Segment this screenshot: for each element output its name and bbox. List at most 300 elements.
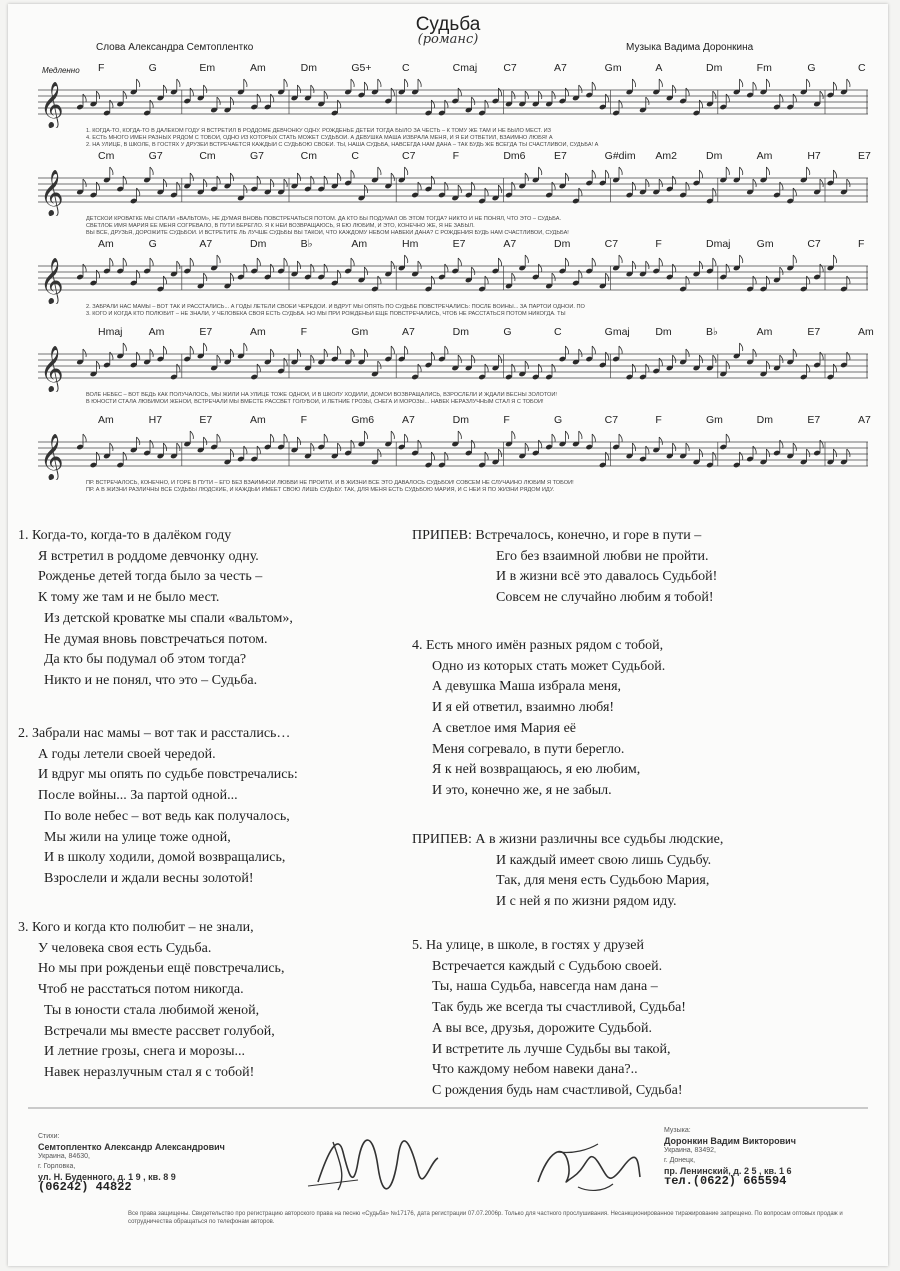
chord-symbol: Dm (554, 238, 571, 250)
lyricist-role: Стихи: (38, 1133, 60, 1140)
chord-symbol: Gm (706, 414, 723, 426)
note-icon (237, 343, 247, 359)
note-icon (90, 361, 100, 377)
note-icon (76, 349, 86, 365)
underlay-lyrics (86, 392, 866, 406)
note-icon (358, 267, 368, 283)
note-icon (733, 167, 743, 183)
chord-symbol: C (858, 62, 866, 74)
note-icon (706, 91, 716, 107)
verse-line: И это, конечно же, я не забыл. (432, 782, 612, 798)
verse-line: Да кто бы подумал об этом тогда? (44, 652, 247, 668)
chord-symbol: G (148, 238, 157, 250)
chord-symbol: G (807, 62, 816, 74)
chord-symbol: Gmaj (604, 326, 630, 338)
note-icon (465, 267, 475, 283)
sheet-page (8, 4, 888, 1266)
chord-symbol: Dm6 (503, 150, 526, 162)
note-icon (224, 173, 234, 189)
note-icon (746, 349, 756, 365)
verse-line: У человека своя есть Судьба. (38, 940, 212, 956)
note-icon (210, 255, 220, 271)
verse-line: Не думая вновь повстречаться потом. (44, 631, 268, 647)
lyricist-name: Семтоплентко Александр Александрович (38, 1142, 225, 1152)
chord-symbol: E7 (199, 326, 213, 338)
copyright-note: Все права защищены. Свидетельство про регистрацию авторского права на песню «Судьба» №17176, дата регистрации 07.07.2006р. Только для частного прослушивания. Несанкционированное тиражирование запрещено. По вопросам оптовых продаж и сотрудничества обращаться по телефонам авторов. (128, 1211, 843, 1225)
chord-symbol: Am2 (655, 150, 677, 162)
song-title: Судьба (415, 14, 481, 35)
chord-row (38, 238, 868, 252)
note-icon (371, 79, 381, 95)
note-icon (331, 173, 341, 189)
chord-symbol: C7 (402, 150, 416, 162)
lyricist-city: г. Горловка, (38, 1163, 76, 1170)
note-icon (733, 255, 743, 271)
chord-symbol: Hmaj (98, 326, 123, 338)
verse-line: А светлое имя Мария её (432, 720, 577, 736)
note-icon (773, 355, 783, 371)
lyricist-phone: (06242) 44822 (38, 1180, 132, 1194)
note-icon (518, 255, 528, 271)
lyricist-contact (38, 1132, 225, 1192)
chord-symbol: F (655, 238, 662, 250)
note-icon (773, 267, 783, 283)
verse-line: К тому же там и не было мест. (38, 590, 220, 606)
chord-symbol: Dmaj (706, 238, 731, 250)
note-icon (559, 431, 569, 447)
music-staff (38, 252, 868, 304)
note-icon (344, 79, 354, 95)
note-icon (733, 343, 743, 359)
note-icon (264, 179, 274, 195)
note-icon (719, 361, 729, 377)
chord-symbol: A7 (402, 326, 415, 338)
chord-symbol: C7 (807, 238, 821, 250)
verse-line: Я к ней возвращаюсь, я ею любим, (432, 762, 641, 778)
verse-line: По воле небес – вот ведь как получалось, (44, 808, 290, 824)
note-icon (264, 349, 274, 365)
composer-credit: Музыка Вадима Доронкина (626, 42, 754, 53)
note-icon (451, 355, 461, 371)
composer-signature (528, 1132, 648, 1202)
note-icon (800, 167, 810, 183)
underlay-lyrics (86, 128, 866, 150)
chord-symbol: E7 (807, 414, 821, 426)
note-icon (411, 79, 421, 95)
verse-line: И летние грозы, снега и морозы... (44, 1044, 245, 1060)
chord-symbol: Am (98, 238, 114, 250)
note-icon (492, 449, 502, 465)
composer-phone: тел.(0622) 665594 (664, 1174, 787, 1188)
note-icon (518, 173, 528, 189)
note-icon (304, 355, 314, 371)
chord-symbol: A (655, 62, 663, 74)
verse-line: Одно из которых стать может Судьбой. (432, 658, 666, 674)
composer-name: Доронкин Вадим Викторович (664, 1136, 796, 1146)
note-icon (291, 173, 301, 189)
verse-4 (412, 636, 665, 802)
note-icon (143, 349, 153, 365)
chord-symbol: Am (756, 150, 773, 162)
chord-row (38, 326, 874, 340)
verse-line: Его без взаимной любви не пройти. (496, 548, 709, 564)
verse-line: 1. Когда-то, когда-то в далёком году (18, 528, 232, 543)
chord-symbol: B♭ (706, 326, 718, 338)
chord-symbol: Am (250, 414, 266, 426)
chord-symbol: B♭ (300, 238, 313, 250)
verse-line: Так, для меня есть Судьбою Мария, (496, 873, 710, 889)
note-icon (693, 355, 703, 371)
verse-line: Встречается каждый с Судьбою своей. (432, 958, 663, 974)
verse-line: Совсем не случайно любим я тобой! (496, 590, 714, 606)
chord-symbol: C (402, 62, 410, 74)
lyric-line: СВЕТЛОЕ ИМЯ МАРИЯ ЕЁ МЕНЯ СОГРЕВАЛО, В ПУТИ БЕРЕГЛО. Я К НЕЙ ВОЗВРАЩАЮСЬ, Я ЕЮ ЛЮБИМ, И ЭТО, КОНЕЧНО ЖЕ, Я НЕ ЗАБЫЛ. (86, 223, 475, 230)
chord-symbol: Em (199, 62, 216, 74)
note-icon (291, 85, 301, 101)
verse-line: Встречали мы вместе рассвет голубой, (44, 1023, 275, 1039)
chord-symbol: F (503, 414, 510, 426)
lyric-line: ВОЛЕ НЕБЕС – ВОТ ВЕДЬ КАК ПОЛУЧАЛОСЬ, МЫ ЖИЛИ НА УЛИЦЕ ТОЖЕ ОДНОЙ, И В ШКОЛУ ХОДИЛИ, ДОМОЙ ВОЗВРАЩАЛИСЬ, ВЗРОСЛЕЛИ И ЖДАЛИ ВЕСНЫ ЗОЛОТОЙ! (86, 392, 557, 398)
chord-symbol: Am (98, 414, 114, 426)
chord-symbol: A7 (554, 62, 567, 74)
chorus-2 (412, 830, 723, 913)
note-icon (505, 431, 515, 447)
verse-line: Так будь же всегда ты счастливой, Судьба! (432, 1000, 686, 1016)
note-icon (224, 273, 234, 289)
note-icon (465, 355, 475, 371)
note-icon (518, 91, 528, 107)
chord-symbol: C7 (604, 238, 619, 250)
note-icon (291, 349, 301, 365)
note-icon (398, 255, 408, 271)
chord-symbol: Cmaj (452, 62, 478, 74)
verse-line: Рожденье детей тогда было за честь – (38, 569, 263, 585)
verse-line: С рождения будь нам счастливой, Судьба! (432, 1082, 683, 1098)
treble-clef-icon: 𝄞 (40, 170, 64, 216)
note-icon (224, 349, 234, 365)
chord-symbol: F (300, 326, 308, 338)
note-icon (197, 179, 207, 195)
note-icon (666, 355, 676, 371)
chord-symbol: F (452, 150, 460, 162)
chord-symbol: H7 (807, 150, 821, 162)
note-icon (760, 167, 770, 183)
note-icon (451, 185, 461, 201)
note-icon (693, 449, 703, 465)
note-icon (157, 85, 167, 101)
note-icon (358, 349, 368, 365)
verse-line: Что каждому небом навеки дана?.. (432, 1062, 638, 1078)
verse-line: И каждый имеет свою лишь Судьбу. (496, 852, 712, 868)
chord-symbol: H7 (148, 414, 163, 426)
note-icon (652, 179, 662, 195)
lyric-line: 1. КОГДА-ТО, КОГДА-ТО В ДАЛЁКОМ ГОДУ Я ВСТРЕТИЛ В РОДДОМЕ ДЕВЧОНКУ ОДНУ. РОЖДЕНЬЕ ДЕТЕЙ ТОГДА БЫЛО ЗА ЧЕСТЬ – К ТОМУ ЖЕ ТАМ И НЕ БЫЛО МЕСТ. ИЗ (86, 128, 551, 134)
verse-line: Я встретил в роддоме девчонку одну. (38, 548, 259, 564)
note-icon (317, 349, 327, 365)
chord-symbol: G5+ (351, 62, 372, 74)
note-icon (733, 79, 743, 95)
verse-line: И в жизни всё это давалось Судьбой! (496, 569, 718, 585)
chord-symbol: Am (250, 326, 266, 338)
chord-symbol: G7 (250, 150, 265, 162)
note-icon (706, 355, 716, 371)
verse-line: 2. Забрали нас мамы – вот так и расстались… (18, 726, 291, 741)
note-icon (130, 79, 140, 95)
note-icon (451, 431, 461, 447)
note-icon (666, 443, 676, 459)
chord-symbol: C7 (503, 62, 517, 74)
chord-symbol: Dm (756, 414, 773, 426)
note-icon (157, 443, 167, 459)
verse-line: Ты, наша Судьба, навсегда нам дана – (432, 979, 658, 995)
note-icon (116, 343, 126, 359)
chord-symbol: G (554, 414, 563, 426)
note-icon (532, 91, 542, 107)
treble-clef-icon: 𝄞 (40, 346, 64, 392)
note-icon (786, 443, 796, 459)
composer-city: г. Донецк, (664, 1157, 696, 1164)
lyricist-signature (298, 1122, 448, 1202)
note-icon (786, 349, 796, 365)
chord-symbol: C (351, 150, 359, 162)
note-icon (197, 437, 207, 453)
note-icon (371, 361, 381, 377)
chord-symbol: C7 (604, 414, 619, 426)
chord-symbol: Dm (300, 62, 317, 74)
note-icon (157, 179, 167, 195)
note-icon (760, 449, 770, 465)
chord-symbol: Fm (756, 62, 772, 74)
note-icon (197, 273, 207, 289)
verse-line: И с ней я по жизни рядом иду. (496, 894, 677, 910)
composer-contact (664, 1126, 796, 1186)
note-icon (639, 179, 649, 195)
note-icon (518, 443, 528, 459)
chord-symbol: Gm6 (351, 414, 375, 426)
note-icon (599, 273, 609, 289)
verse-line: ПРИПЕВ: А в жизни различны все судьбы людские, (412, 832, 724, 847)
note-icon (679, 443, 689, 459)
note-icon (411, 261, 421, 277)
note-icon (183, 431, 193, 447)
note-icon (505, 91, 515, 107)
verse-line: Никто и не понял, что это – Судьба. (44, 672, 258, 688)
note-icon (492, 185, 502, 201)
note-icon (103, 167, 113, 183)
verse-line: И я ей ответил, взаимно любя! (432, 700, 615, 716)
note-icon (465, 97, 475, 113)
verse-line: А вы все, друзья, дорожите Судьбой. (432, 1020, 653, 1036)
verse-2 (18, 724, 298, 890)
lyric-line: В ЮНОСТИ СТАЛА ЛЮБИМОЙ ЖЕНОЙ, ВСТРЕЧАЛИ МЫ ВМЕСТЕ РАССВЕТ ГОЛУБОЙ, И ЛЕТНИЕ ГРОЗЫ, СНЕГА И МОРОЗЫ... НАВЕК НЕРАЗЛУЧНЫМ СТАЛ Я С ТОБОЙ! (86, 399, 544, 406)
composer-role: Музыка: (664, 1127, 691, 1134)
note-icon (639, 97, 649, 113)
verse-line: И вдруг мы опять по судьбе повстречались: (38, 767, 298, 783)
note-icon (224, 97, 234, 113)
verse-line: И в школу ходили, домой возвращались, (44, 850, 286, 866)
chord-symbol: Am (148, 326, 165, 338)
lyricist-country: Украина, 84630, (38, 1153, 90, 1160)
verse-line: Но мы при рожденьи ещё повстречались, (38, 961, 285, 977)
note-icon (197, 343, 207, 359)
treble-clef-icon: 𝄞 (40, 82, 64, 128)
note-icon (331, 443, 341, 459)
lyricist-street: ул. Н. Буденного, д. 1 9 , кв. 8 9 (38, 1172, 176, 1182)
chord-symbol: A7 (503, 238, 517, 250)
note-icon (358, 431, 368, 447)
note-icon (277, 179, 287, 195)
note-icon (237, 79, 247, 95)
chord-symbol: F (300, 414, 308, 426)
chord-symbol: Am (756, 326, 773, 338)
chord-row (38, 414, 871, 428)
note-icon (813, 179, 823, 195)
chord-symbol: A7 (402, 414, 415, 426)
lyric-line: 3. КОГО И КОГДА КТО ПОЛЮБИТ – НЕ ЗНАЛИ, У ЧЕЛОВЕКА СВОЯ ЕСТЬ СУДЬБА. НО МЫ ПРИ РОЖДЕНЬИ ЕЩЁ ПОВСТРЕЧАЛИСЬ, ЧТОБ НЕ РАССТАТЬСЯ ПОТОМ НИКОГДА. ТЫ (86, 311, 566, 318)
note-icon (760, 79, 770, 95)
verse-line: Чтоб не расстаться потом никогда. (38, 982, 244, 998)
note-icon (693, 261, 703, 277)
lyric-line: ПР. А В ЖИЗНИ РАЗЛИЧНЫ ВСЕ СУДЬБЫ ЛЮДСКИЕ, И КАЖДЫЙ ИМЕЕТ СВОЮ ЛИШЬ СУДЬБУ. ТАК, ДЛЯ МЕНЯ ЕСТЬ СУДЬБОЮ МАРИЯ, И С НЕЙ Я ПО ЖИЗНИ РЯДОМ ИДУ. (86, 487, 555, 494)
verse-5 (412, 936, 686, 1102)
note-icon (291, 261, 301, 277)
chord-symbol: A7 (858, 414, 871, 426)
note-icon (545, 91, 555, 107)
lyricist-credit: Слова Александра Семтоплентко (96, 42, 254, 53)
note-icon (183, 173, 193, 189)
underlay-lyrics (86, 480, 866, 494)
note-icon (317, 91, 327, 107)
treble-clef-icon: 𝄞 (40, 258, 64, 304)
verse-line: 5. На улице, в школе, в гостях у друзей (412, 938, 645, 953)
chord-row (38, 150, 871, 164)
note-icon (800, 449, 810, 465)
verse-line: И встретите ль лучше Судьбы вы такой, (432, 1041, 671, 1057)
note-icon (371, 167, 381, 183)
chord-symbol: Cm (300, 150, 317, 162)
music-staff (38, 164, 868, 216)
note-icon (746, 179, 756, 195)
note-icon (197, 85, 207, 101)
verse-line: А годы летели своей чередой. (38, 746, 216, 762)
note-icon (827, 255, 837, 271)
chord-symbol: E7 (199, 414, 213, 426)
note-icon (76, 179, 86, 195)
note-icon (612, 255, 622, 271)
chord-symbol: Gm (351, 326, 369, 338)
verse-line: 3. Кого и когда кто полюбит – не знали, (18, 920, 254, 935)
note-icon (130, 437, 140, 453)
note-icon (398, 167, 408, 183)
music-staff (38, 428, 868, 480)
verse-line: Из детской кроватке мы спали «вальтом», (44, 610, 293, 626)
chord-symbol: E7 (554, 150, 567, 162)
chord-symbol: G#dim (604, 150, 636, 162)
chord-symbol: G (148, 62, 157, 74)
lyric-line: 2. ЗАБРАЛИ НАС МАМЫ – ВОТ ТАК И РАССТАЛИСЬ... А ГОДЫ ЛЕТЕЛИ СВОЕЙ ЧЕРЕДОЙ. И ВДРУГ МЫ ОПЯТЬ ПО СУДЬБЕ ПОВСТРЕЧАЛИСЬ: ПОСЛЕ ВОЙНЫ... ЗА ПАРТОЙ ОДНОЙ. ПО (86, 304, 585, 310)
note-icon (626, 79, 636, 95)
note-icon (384, 431, 394, 447)
note-icon (224, 449, 234, 465)
note-icon (612, 167, 622, 183)
note-icon (384, 261, 394, 277)
note-icon (143, 167, 153, 183)
note-icon (277, 79, 287, 95)
note-icon (170, 261, 180, 277)
lyric-line: ДЕТСКОЙ КРОВАТКЕ МЫ СПАЛИ «ВАЛЬТОМ», НЕ ДУМАЯ ВНОВЬ ПОВСТРЕЧАТЬСЯ ПОТОМ. ДА КТО БЫ ПОДУМАЛ ОБ ЭТОМ ТОГДА? НИКТО И НЕ ПОНЯЛ, ЧТО ЭТО – СУДЬБА. (86, 216, 562, 222)
chord-symbol: F (858, 238, 865, 250)
chord-symbol: Am (351, 238, 368, 250)
note-icon (170, 79, 180, 95)
music-staff (38, 76, 868, 128)
chord-symbol: E7 (452, 238, 466, 250)
note-icon (572, 85, 582, 101)
music-staff (38, 340, 868, 392)
underlay-lyrics (86, 216, 866, 238)
chord-symbol: Dm (706, 62, 723, 74)
chord-symbol: Dm (452, 414, 469, 426)
chord-symbol: E7 (858, 150, 871, 162)
chord-symbol: Am (250, 62, 266, 74)
note-icon (344, 349, 354, 365)
note-icon (170, 443, 180, 459)
note-icon (652, 79, 662, 95)
note-icon (666, 85, 676, 101)
chord-symbol: G7 (148, 150, 163, 162)
chord-symbol: F (655, 414, 662, 426)
note-icon (384, 173, 394, 189)
chord-row (38, 62, 868, 76)
note-icon (518, 361, 528, 377)
underlay-lyrics (86, 304, 866, 318)
chord-symbol: F (98, 62, 105, 74)
note-icon (358, 185, 368, 201)
composer-street: пр. Ленинский, д. 2 5 , кв. 1 6 (664, 1166, 792, 1176)
verse-1 (18, 526, 293, 692)
note-icon (116, 91, 126, 107)
note-icon (572, 431, 582, 447)
note-icon (398, 79, 408, 95)
note-icon (90, 91, 100, 107)
note-icon (304, 443, 314, 459)
lyric-line: ПР. ВСТРЕЧАЛОСЬ, КОНЕЧНО, И ГОРЕ В ПУТИ – ЕГО БЕЗ ВЗАИМНОЙ ЛЮБВИ НЕ ПРОЙТИ. И В ЖИЗНИ ВСЁ ЭТО ДАВАЛОСЬ СУДЬБОЙ! СОВСЕМ НЕ СЛУЧАЙНО ЛЮБИМ Я ТОБОЙ! (86, 480, 574, 486)
note-icon (626, 261, 636, 277)
note-icon (800, 79, 810, 95)
note-icon (786, 255, 796, 271)
chord-symbol: Cm (199, 150, 216, 162)
note-icon (840, 449, 850, 465)
verse-line: Мы жили на улице тоже одной, (44, 829, 231, 845)
chord-symbol: Am (858, 326, 874, 338)
chord-symbol: Gm (756, 238, 774, 250)
verse-line: А девушка Маша избрала меня, (432, 679, 622, 695)
note-icon (545, 273, 555, 289)
note-icon (291, 437, 301, 453)
chord-symbol: E7 (807, 326, 821, 338)
verse-line: Взрослели и ждали весны золотой! (44, 870, 254, 886)
note-icon (639, 261, 649, 277)
lyric-line: ВЫ ВСЕ, ДРУЗЬЯ, ДОРОЖИТЕ СУДЬБОЙ. И ВСТРЕТИТЕ ЛЬ ЛУЧШЕ СУДЬБЫ ВЫ ТАКОЙ, ЧТО КАЖДОМУ НЕБОМ НАВЕКИ ДАНА? С РОЖДЕНИЯ БУДЬ НАМ СЧАСТЛИВОЙ, СУДЬБА! (86, 230, 569, 237)
chord-symbol: Dm (655, 326, 672, 338)
verse-line: 4. Есть много имён разных рядом с тобой, (412, 638, 664, 653)
note-icon (492, 355, 502, 371)
treble-clef-icon: 𝄞 (40, 434, 64, 480)
note-icon (813, 91, 823, 107)
note-icon (652, 437, 662, 453)
note-icon (210, 97, 220, 113)
chord-symbol: Gm (604, 62, 622, 74)
chord-symbol: Dm (250, 238, 267, 250)
